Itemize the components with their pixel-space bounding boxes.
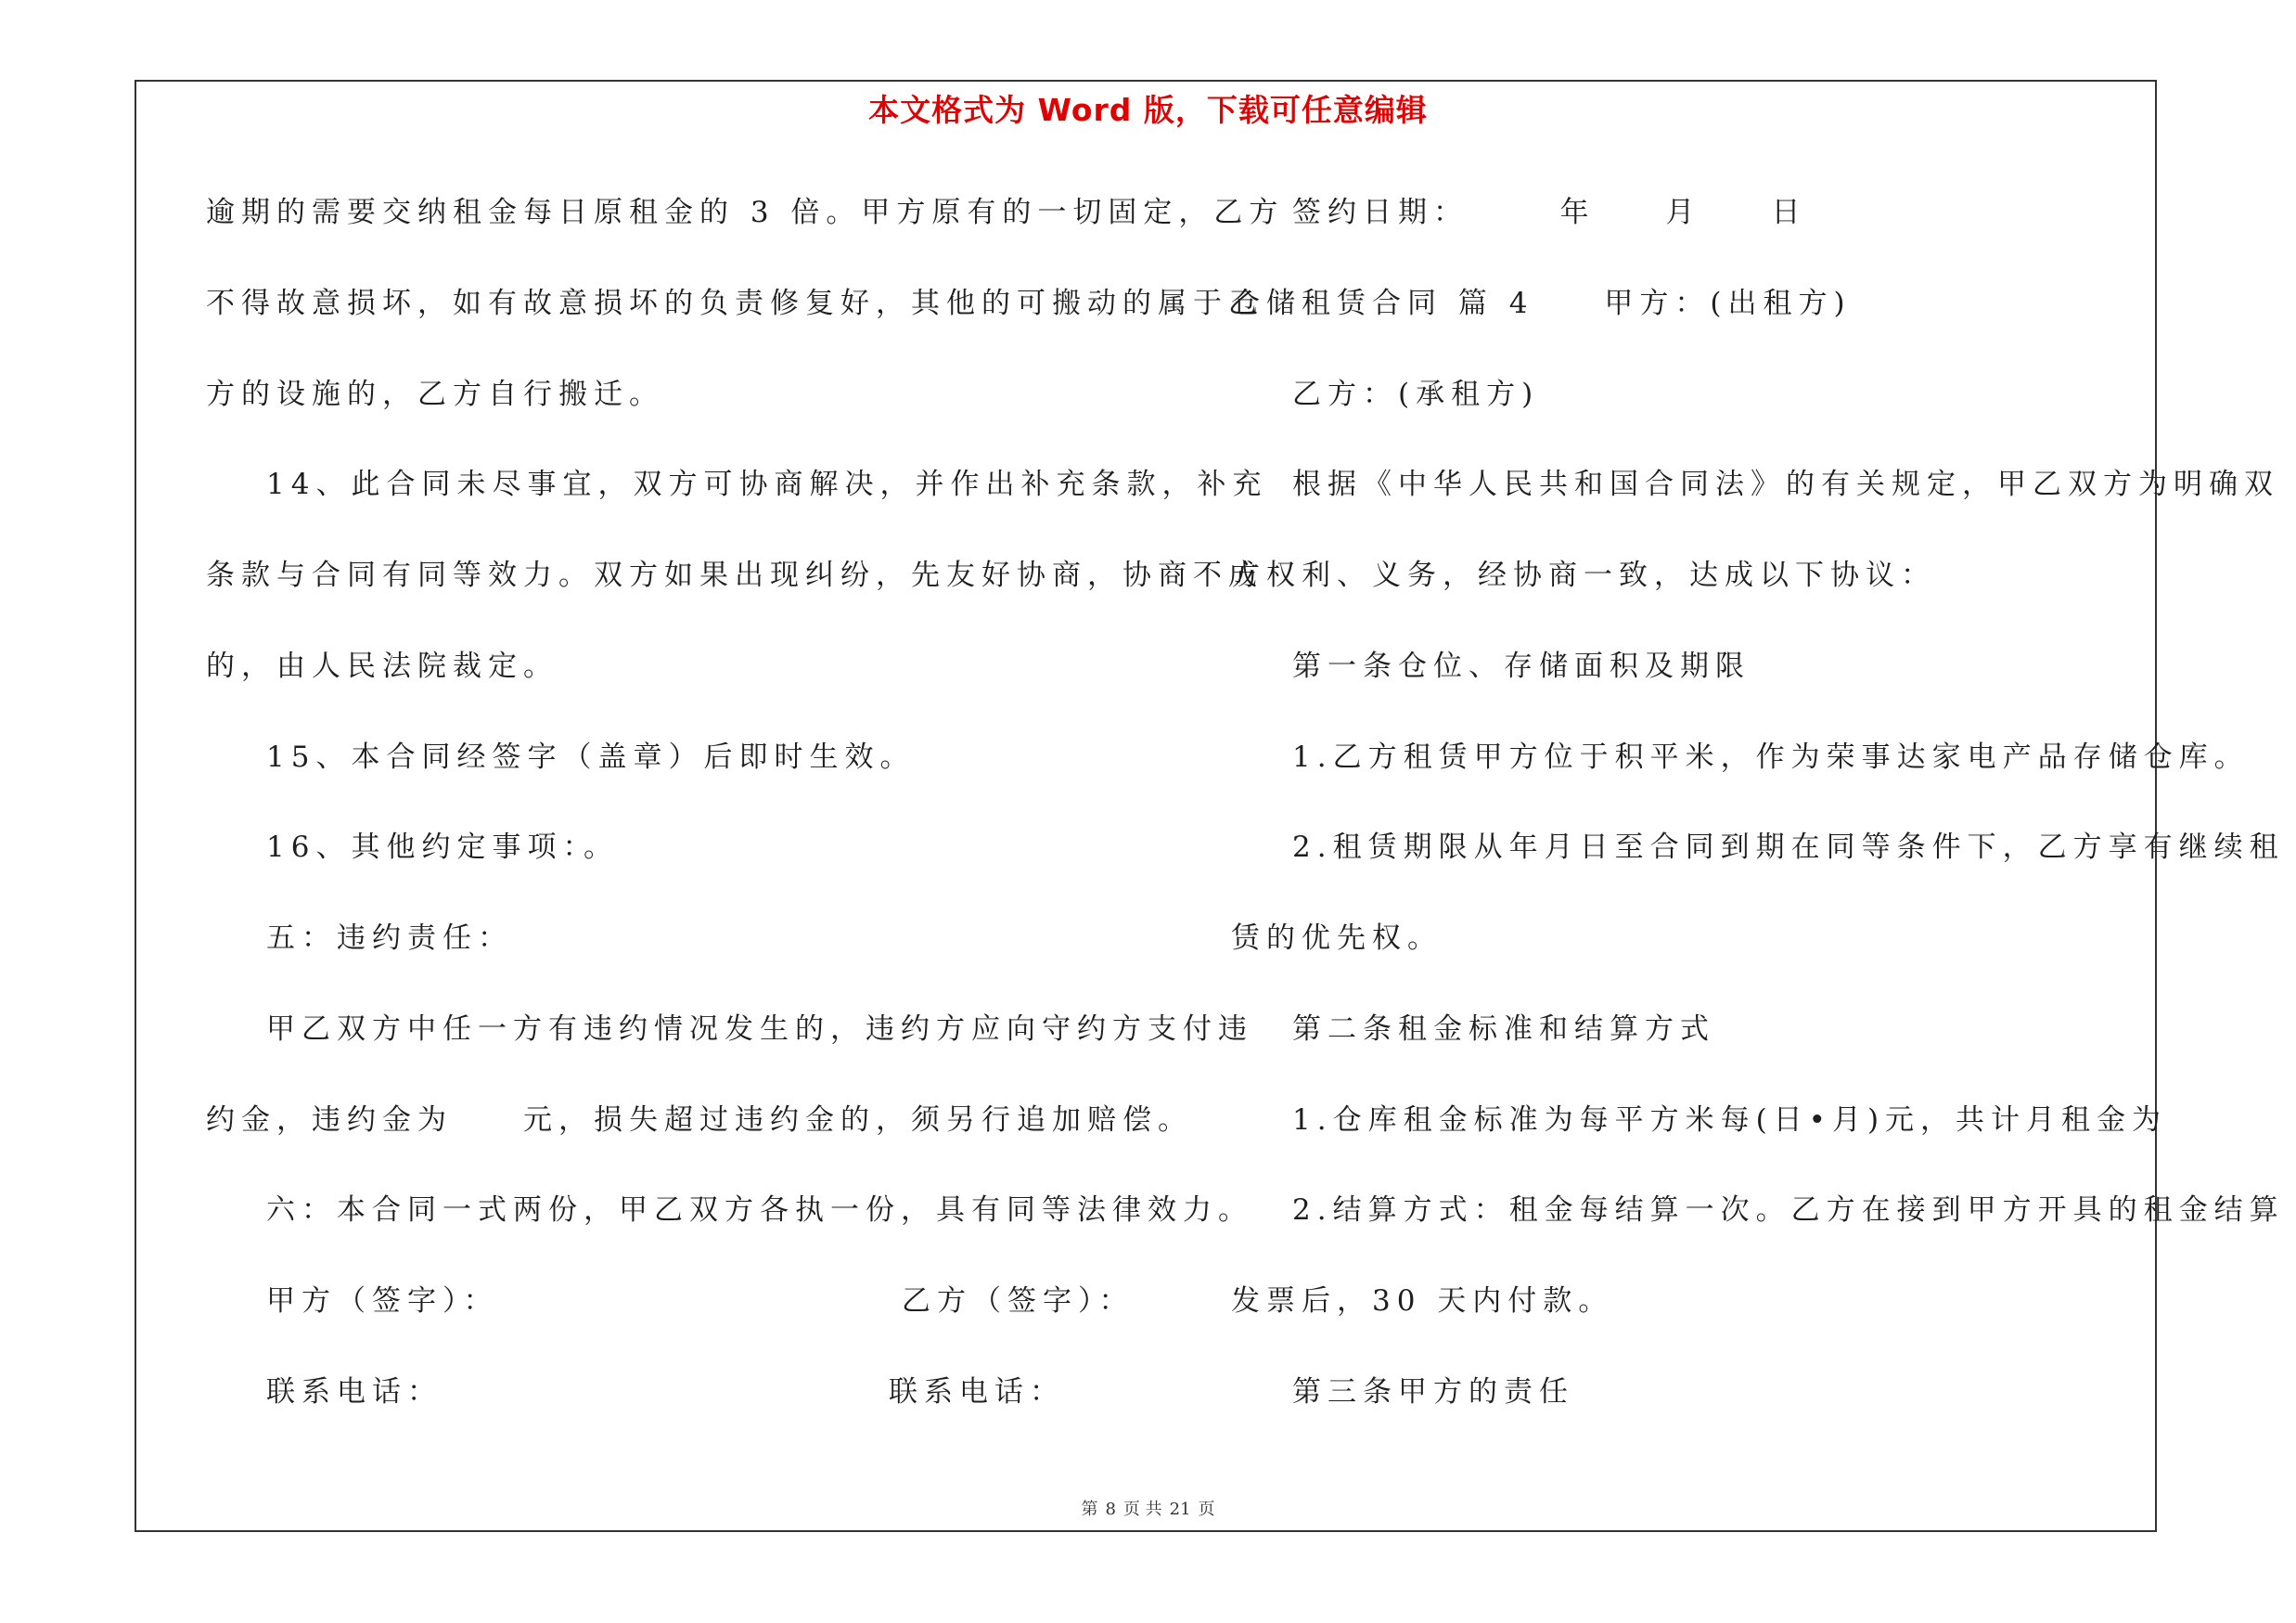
left-line-7: 15、本合同经签字（盖章）后即时生效。 — [266, 741, 916, 774]
right-line-14: 第三条甲方的责任 — [1292, 1375, 1574, 1409]
left-line-9: 五：违约责任： — [266, 921, 513, 955]
party-a-signature-label: 甲方（签字）： — [266, 1284, 499, 1318]
right-line-8: 2.租赁期限从年月日至合同到期在同等条件下，乙方享有继续租 — [1292, 831, 2285, 864]
left-line-3: 方的设施的，乙方自行搬迁。 — [206, 378, 664, 411]
party-b-phone-label: 联系电话： — [889, 1375, 1065, 1409]
total-pages-number: 21 — [1169, 1500, 1191, 1519]
right-line-9: 赁的优先权。 — [1231, 921, 1443, 955]
right-line-3: 乙方：(承租方) — [1292, 378, 1540, 411]
right-line-7: 1.乙方租赁甲方位于积平米，作为荣事达家电产品存储仓库。 — [1292, 741, 2250, 774]
party-b-signature-label: 乙方（签字）： — [902, 1284, 1135, 1318]
left-line-12: 六：本合同一式两份，甲乙双方各执一份，具有同等法律效力。 — [266, 1193, 1253, 1227]
left-line-4: 14、此合同未尽事宜，双方可协商解决，并作出补充条款，补充 — [266, 468, 1268, 501]
left-line-5: 条款与合同有同等效力。双方如果出现纠纷，先友好协商，协商不成 — [206, 559, 1263, 592]
right-line-10: 第二条租金标准和结算方式 — [1292, 1012, 1715, 1046]
left-line-2: 不得故意损坏，如有故意损坏的负责修复好，其他的可搬动的属于乙 — [206, 287, 1263, 320]
left-line-8: 16、其他约定事项：。 — [266, 831, 619, 864]
party-a-phone-label: 联系电话： — [266, 1375, 443, 1409]
right-line-4: 根据《中华人民共和国合同法》的有关规定，甲乙双方为明确双 — [1292, 468, 2279, 501]
right-line-2: 仓储租赁合同 篇 4 甲方：(出租方) — [1231, 287, 1852, 320]
page-label-mid: 页 共 — [1122, 1500, 1162, 1519]
left-line-11: 约金，违约金为 元，损失超过违约金的，须另行追加赔偿。 — [206, 1103, 1193, 1137]
left-line-6: 的，由人民法院裁定。 — [206, 650, 558, 683]
editable-notice-banner: 本文格式为 Word 版，下载可任意编辑 — [868, 92, 1428, 128]
current-page-number: 8 — [1105, 1500, 1116, 1519]
page-label-suffix: 页 — [1198, 1500, 1215, 1519]
right-line-13: 发票后，30 天内付款。 — [1231, 1284, 1614, 1318]
left-line-10: 甲乙双方中任一方有违约情况发生的，违约方应向守约方支付违 — [266, 1012, 1253, 1046]
right-line-6: 第一条仓位、存储面积及期限 — [1292, 650, 1751, 683]
right-line-11: 1.仓库租金标准为每平方米每(日•月)元，共计月租金为 — [1292, 1103, 2168, 1137]
page-label-prefix: 第 — [1081, 1500, 1098, 1519]
right-line-12: 2.结算方式：租金每结算一次。乙方在接到甲方开具的租金结算 — [1292, 1193, 2285, 1227]
left-line-1: 逾期的需要交纳租金每日原租金的 3 倍。甲方原有的一切固定，乙方 — [206, 196, 1285, 229]
right-line-1: 签约日期： 年 月 日 — [1292, 196, 1807, 229]
page-indicator — [0, 1496, 2296, 1520]
right-line-5: 方权利、义务，经协商一致，达成以下协议： — [1231, 559, 1936, 592]
